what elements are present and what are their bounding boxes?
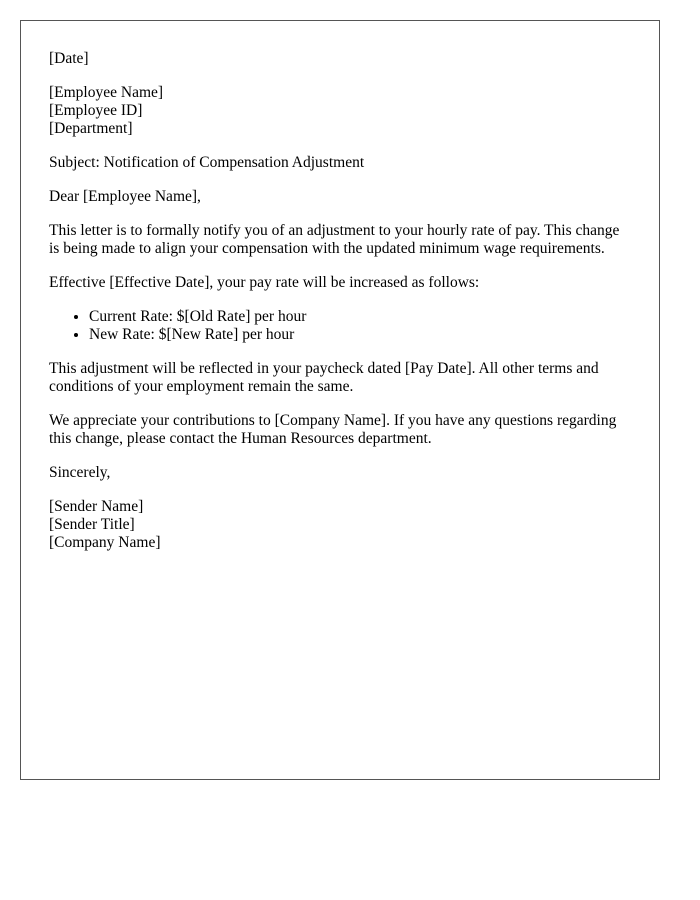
recipient-department: [Department] [49, 120, 133, 137]
recipient-block [49, 84, 629, 138]
sender-title: [Sender Title] [49, 516, 135, 533]
letter-paragraph-paycheck: This adjustment will be reflected in your paycheck dated [Pay Date]. All other terms and conditions of your employment remain the same. [49, 360, 599, 395]
letter-subject: Subject: Notification of Compensation Adjustment [49, 154, 365, 171]
letter-body [49, 50, 629, 568]
sender-company: [Company Name] [49, 534, 161, 551]
current-rate-item: • Current Rate: $[Old Rate] per hour [89, 308, 629, 326]
letter-closing: Sincerely, [49, 464, 111, 481]
letter-date: [Date] [49, 50, 89, 67]
letter-page [20, 20, 660, 780]
letter-paragraph-effective: Effective [Effective Date], your pay rate will be increased as follows: [49, 274, 480, 291]
letter-paragraph-contact: We appreciate your contributions to [Company Name]. If you have any questions regarding this change, please contact the Human Resources department. [49, 412, 617, 447]
sender-name: [Sender Name] [49, 498, 144, 515]
recipient-id: [Employee ID] [49, 102, 143, 119]
sender-block [49, 498, 629, 552]
new-rate-item: • New Rate: $[New Rate] per hour [89, 326, 629, 344]
rate-list [49, 308, 629, 344]
letter-paragraph-intro: This letter is to formally notify you of an adjustment to your hourly rate of pay. This change is being made to align your compensation with the updated minimum wage requirements. [49, 222, 620, 257]
letter-salutation: Dear [Employee Name], [49, 188, 201, 205]
recipient-name: [Employee Name] [49, 84, 164, 101]
